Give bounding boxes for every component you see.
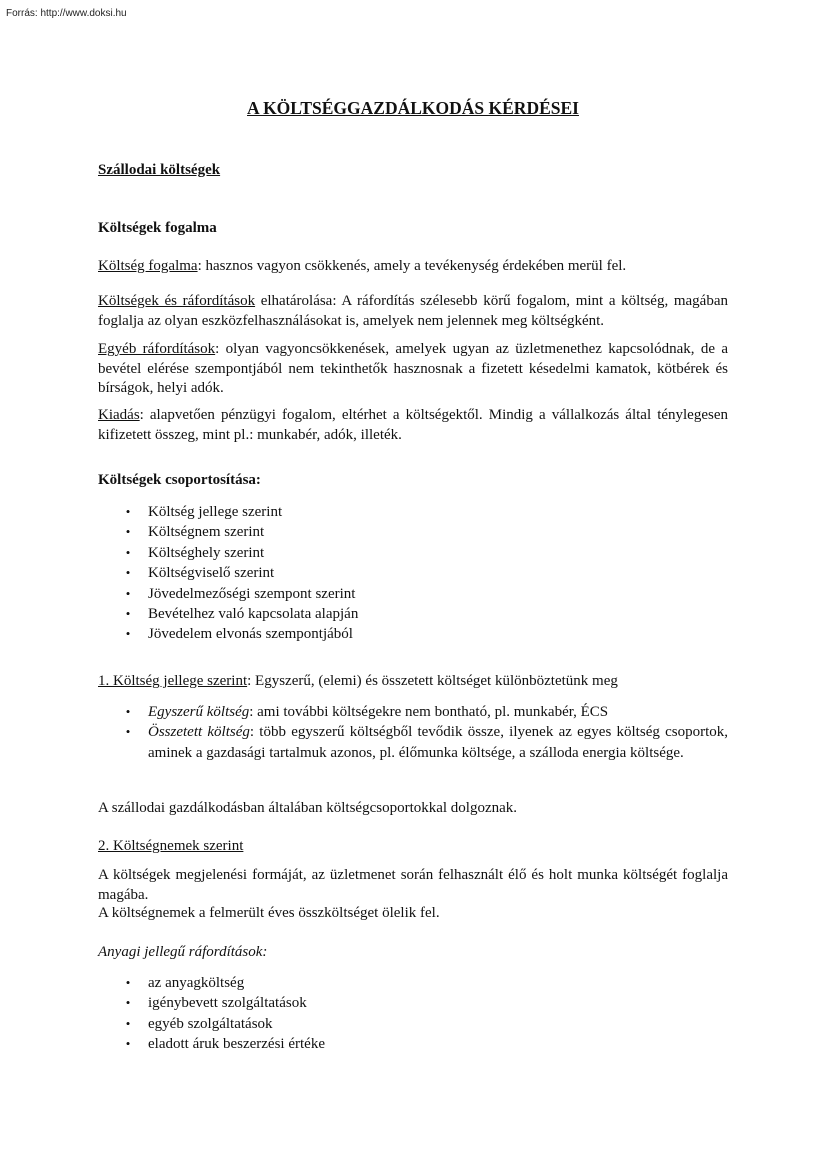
list-item	[98, 722, 728, 763]
list-item	[98, 604, 728, 624]
bullet-icon: •	[125, 524, 131, 540]
list-item	[98, 973, 728, 993]
source-note: Forrás: http://www.doksi.hu	[6, 8, 127, 19]
bullet-icon: •	[125, 504, 131, 519]
list-item-text: Költség jellege szerint	[148, 504, 283, 520]
list-item	[98, 522, 728, 542]
nature-heading: 1. Költség jellege szerint	[98, 673, 248, 689]
paragraph-cost-definition	[98, 257, 728, 277]
list-item-text: Bevételhez való kapcsolata alapján	[148, 606, 359, 623]
list-item	[98, 502, 728, 522]
cost-types-heading: 2. Költségnemek szerint	[98, 838, 244, 854]
bullet-icon: •	[125, 585, 131, 601]
list-item-text: Költségviselő szerint	[148, 565, 275, 582]
list-item-text: Költséghely szerint	[148, 544, 265, 561]
bullet-icon: •	[125, 606, 131, 622]
list-item-text: Jövedelmezőségi szempont szerint	[148, 585, 356, 602]
list-item	[98, 563, 728, 583]
list-item-text: Jövedelem elvonás szempontjából	[148, 626, 353, 643]
list-item-text: : több egyszerű költségből tevődik össze, ilyenek az egyes költség csoportok, aminek a gazdasági tartalmuk azonos, pl. élőmunka költsége, a szálloda energia költsége.	[148, 724, 728, 761]
paragraph-costs-vs-expenses	[98, 292, 728, 331]
bullet-icon: •	[125, 975, 131, 990]
bullet-icon: •	[125, 626, 131, 642]
term-other-expenses: Egyéb ráfordítások	[98, 341, 216, 357]
text-cost-definition: : hasznos vagyon csökkenés, amely a tevékenység érdekében merül fel.	[197, 258, 627, 274]
grouping-heading: Költségek csoportosítása:	[98, 472, 261, 488]
material-heading: Anyagi jellegű ráfordítások:	[98, 944, 268, 960]
cost-types-paragraph-1: A költségek megjelenési formáját, az üzletmenet során felhasznált élő és holt munka költségét foglalja magába.	[98, 867, 728, 903]
list-item	[98, 624, 728, 644]
paragraph-other-expenses	[98, 340, 728, 399]
paragraph-expenditure	[98, 406, 728, 445]
bullet-icon: •	[125, 1015, 131, 1031]
subsection-heading: Költségek fogalma	[98, 220, 217, 236]
bullet-icon: •	[125, 704, 131, 719]
text-other-expenses: : olyan vagyoncsökkenések, amelyek ugyan az üzletmenethez kapcsolódnak, de a bevétel elérése szempontjából nem tekinthetők hasznosnak a fizetett késedelmi kamatok, kötbérek és bírságok, helyi adók.	[98, 341, 728, 397]
list-item	[98, 1034, 728, 1054]
list-item	[98, 993, 728, 1013]
bullet-icon: •	[125, 995, 131, 1011]
text-expenditure: : alapvetően pénzügyi fogalom, eltérhet a költségektől. Mindig a vállalkozás által ténylegesen kifizetett összeg, mint pl.: munkabér, adók, illeték.	[98, 407, 728, 443]
cost-types-paragraph-2: A költségnemek a felmerült éves összköltséget ölelik fel.	[98, 905, 440, 921]
list-item-text: Költségnem szerint	[148, 524, 265, 541]
list-item-term: Egyszerű költség	[148, 704, 250, 720]
term-costs-vs-expenses: Költségek és ráfordítások	[98, 293, 256, 309]
list-item-text: eladott áruk beszerzési értéke	[148, 1036, 325, 1053]
list-item-text: az anyagköltség	[148, 975, 245, 991]
section-heading: Szállodai költségek	[98, 162, 221, 178]
list-item	[98, 543, 728, 563]
page-title: A KÖLTSÉGGAZDÁLKODÁS KÉRDÉSEI	[247, 98, 579, 118]
list-item	[98, 1014, 728, 1034]
term-cost-definition: Költség fogalma	[98, 258, 198, 274]
nature-heading-rest: : Egyszerű, (elemi) és összetett költséget különböztetünk meg	[247, 673, 618, 689]
grouping-list	[98, 502, 728, 645]
nature-note: A szállodai gazdálkodásban általában költségcsoportokkal dolgoznak.	[98, 800, 518, 816]
list-item	[98, 702, 728, 722]
text-costs-vs-expenses: elhatárolása: A ráfordítás szélesebb körű fogalom, mint a költség, magában foglalja az olyan eszközfelhasználásokat is, amelyek nem jelennek meg költségként.	[98, 293, 728, 329]
bullet-icon: •	[125, 724, 131, 740]
nature-list	[98, 702, 728, 763]
list-item-text: egyéb szolgáltatások	[148, 1015, 273, 1032]
bullet-icon: •	[125, 544, 131, 560]
list-item	[98, 584, 728, 604]
list-item-text: : ami további költségekre nem bontható, pl. munkabér, ÉCS	[249, 704, 609, 720]
term-expenditure: Kiadás	[98, 407, 140, 423]
list-item-term: Összetett költség	[148, 724, 250, 741]
list-item-text: igénybevett szolgáltatások	[148, 995, 307, 1012]
bullet-icon: •	[125, 1036, 131, 1052]
nature-heading-line	[98, 673, 618, 690]
bullet-icon: •	[125, 565, 131, 581]
material-list	[98, 973, 728, 1055]
